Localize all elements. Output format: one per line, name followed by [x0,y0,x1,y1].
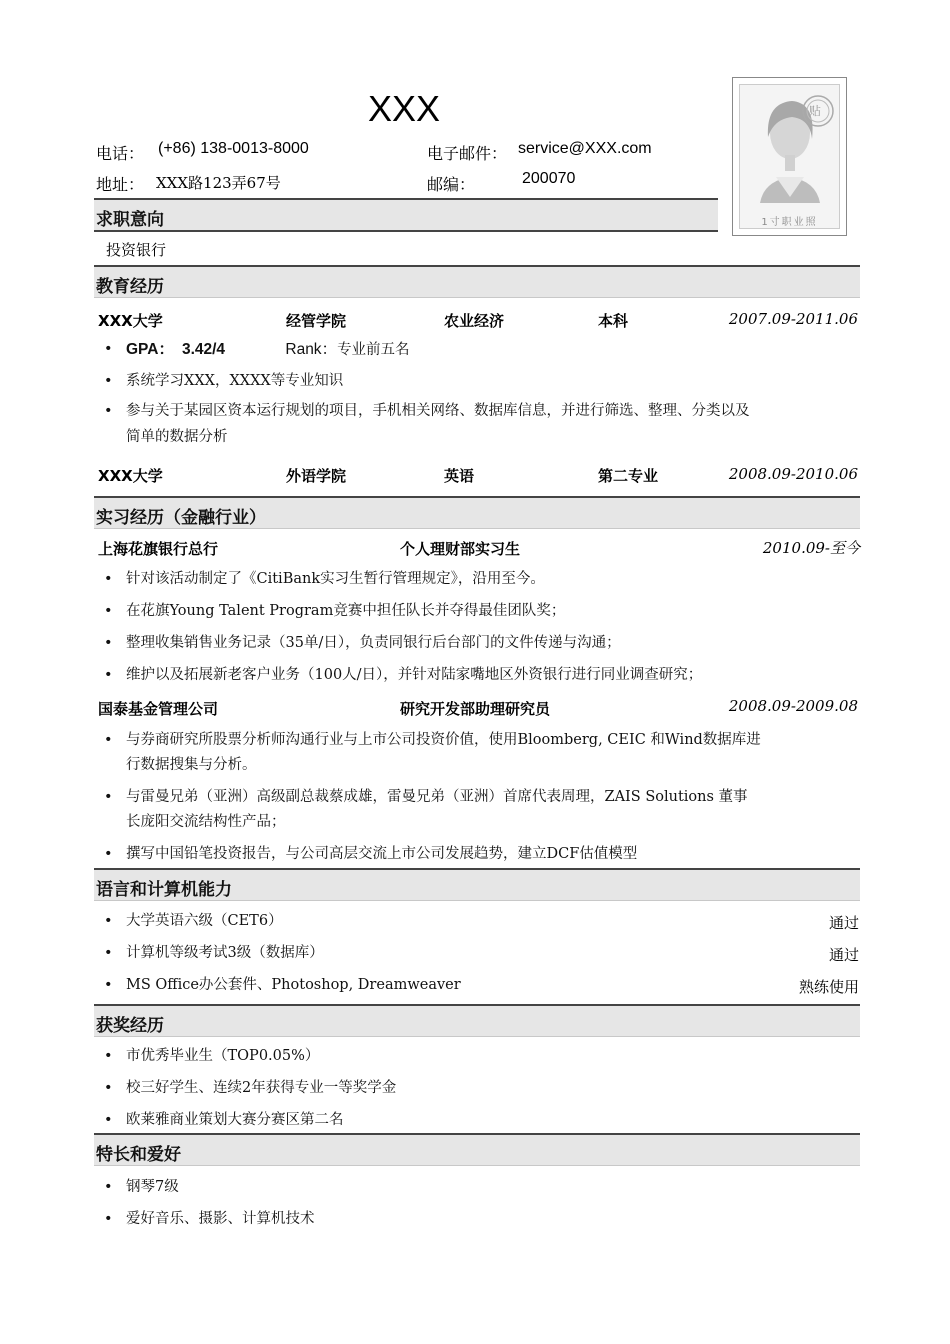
bullet-icon: • [104,341,113,357]
list-item-text: 参与关于某园区资本运行规划的项目，手机相关网络、数据库信息，并进行筛选、整理、分类以及 [126,403,750,419]
list-item-text: 爱好音乐、摄影、计算机技术 [126,1211,315,1227]
list-item-text: 长庞阳交流结构性产品； [126,814,286,830]
list-item-text: 与券商研究所股票分析师沟通行业与上市公司投资价值，使用Bloomberg, CEIC 和Wind数据库进 [126,732,761,748]
list-item-text: 校三好学生、连续2年获得专业一等奖学金 [126,1080,397,1096]
bullet-icon: • [104,603,113,619]
section-education [94,265,860,298]
edu-degree-1: 本科 [598,312,629,330]
bullet-icon: • [104,403,113,419]
section-objective-title: 求职意向 [96,210,164,230]
bullet-icon: • [104,732,113,748]
list-item-text: 钢琴7级 [126,1179,179,1195]
bullet-icon: • [104,1080,113,1096]
objective-text: 投资银行 [106,241,167,259]
photo-silhouette [739,84,840,229]
phone-value: (+86) 138-0013-8000 [158,140,309,157]
address-value: XXX路123弄67号 [156,174,281,192]
edu-college-1: 经管学院 [286,312,347,330]
bullet-icon: • [104,635,113,651]
bullet-icon: • [104,1048,113,1064]
rank-value: 专业前五名 [337,342,410,358]
job-role-1: 个人理财部实习生 [400,540,521,558]
edu-school-2: XXX大学 [98,467,163,485]
edu-date-1: 2007.09-2011.06 [728,310,858,328]
job-date-1: 2010.09-至今 [762,539,860,557]
phone-label: 电话： [96,144,145,163]
bullet-icon: • [104,1112,113,1128]
gpa-label: GPA： [126,341,174,358]
list-item-text: 在花旗Young Talent Program竞赛中担任队长并夺得最佳团队奖； [126,603,566,619]
list-item-text: MS Office办公套件、Photoshop, Dreamweaver [126,977,461,993]
photo-placeholder [732,77,847,236]
list-item-text: 与雷曼兄弟（亚洲）高级副总裁蔡成雄，雷曼兄弟（亚洲）首席代表周理，ZAIS Solutions 董事 [126,789,748,805]
person-silhouette-icon [740,85,839,228]
list-item-text: 针对该活动制定了《CitiBank实习生暂行管理规定》，沿用至今。 [126,571,545,587]
list-item-text: 行数据搜集与分析。 [126,757,257,773]
edu-major-2: 英语 [444,467,475,485]
bullet-icon: • [104,945,113,961]
section-awards-title: 获奖经历 [96,1016,164,1036]
bullet-icon: • [104,667,113,683]
photo-stamp-text: 贴 [809,104,822,118]
edu-date-2: 2008.09-2010.06 [728,465,858,483]
bullet-icon: • [104,913,113,929]
section-awards [94,1004,860,1037]
edu-degree-2: 第二专业 [598,467,659,485]
list-item-text: 维护以及拓展新老客户业务（100人/日），并针对陆家嘴地区外资银行进行同业调查研究； [126,667,703,683]
zip-value: 200070 [522,170,576,187]
list-item-text: 整理收集销售业务记录（35单/日），负责同银行后台部门的文件传递与沟通； [126,635,621,651]
section-skills [94,868,860,901]
section-internship-title: 实习经历（金融行业） [96,508,266,528]
edu-college-2: 外语学院 [286,467,347,485]
section-hobbies [94,1133,860,1166]
email-value[interactable]: service@XXX.com [518,140,652,157]
job-role-2: 研究开发部助理研究员 [400,700,551,718]
list-item-text: 欧莱雅商业策划大赛分赛区第二名 [126,1112,344,1128]
section-internship [94,496,860,529]
bullet-icon: • [104,977,113,993]
section-hobbies-title: 特长和爱好 [96,1145,181,1165]
rank-label: Rank： [285,341,338,358]
job-date-2: 2008.09-2009.08 [728,697,858,715]
gpa-value: 3.42/4 [181,341,226,358]
list-item-text: 简单的数据分析 [126,429,228,445]
skill-level: 通过 [828,946,859,964]
section-objective [94,198,718,232]
skill-level: 通过 [828,914,859,932]
list-item-text: 系统学习XXX，XXXX等专业知识 [126,373,344,389]
bullet-icon: • [104,789,113,805]
email-label: 电子邮件： [427,144,508,163]
bullet-icon: • [104,1179,113,1195]
job-company-2: 国泰基金管理公司 [98,700,219,718]
edu-major-1: 农业经济 [444,312,505,330]
address-label: 地址： [96,175,145,194]
bullet-icon: • [104,571,113,587]
zip-label: 邮编： [427,175,476,194]
skill-level: 熟练使用 [798,978,859,996]
applicant-name: XXX [368,88,441,129]
bullet-icon: • [104,373,113,389]
edu-school-1: XXX大学 [98,312,163,330]
bullet-icon: • [104,846,113,862]
photo-caption: 1寸职业照 [761,217,818,228]
section-skills-title: 语言和计算机能力 [96,880,232,900]
job-company-1: 上海花旗银行总行 [98,540,219,558]
list-item-text: 撰写中国铅笔投资报告，与公司高层交流上市公司发展趋势，建立DCF估值模型 [126,846,638,862]
bullet-icon: • [104,1211,113,1227]
list-item-text: 计算机等级考试3级（数据库） [126,945,324,961]
list-item-text: 大学英语六级（CET6） [126,913,283,929]
list-item-text: 市优秀毕业生（TOP0.05%） [126,1048,320,1064]
section-education-title: 教育经历 [96,277,164,297]
